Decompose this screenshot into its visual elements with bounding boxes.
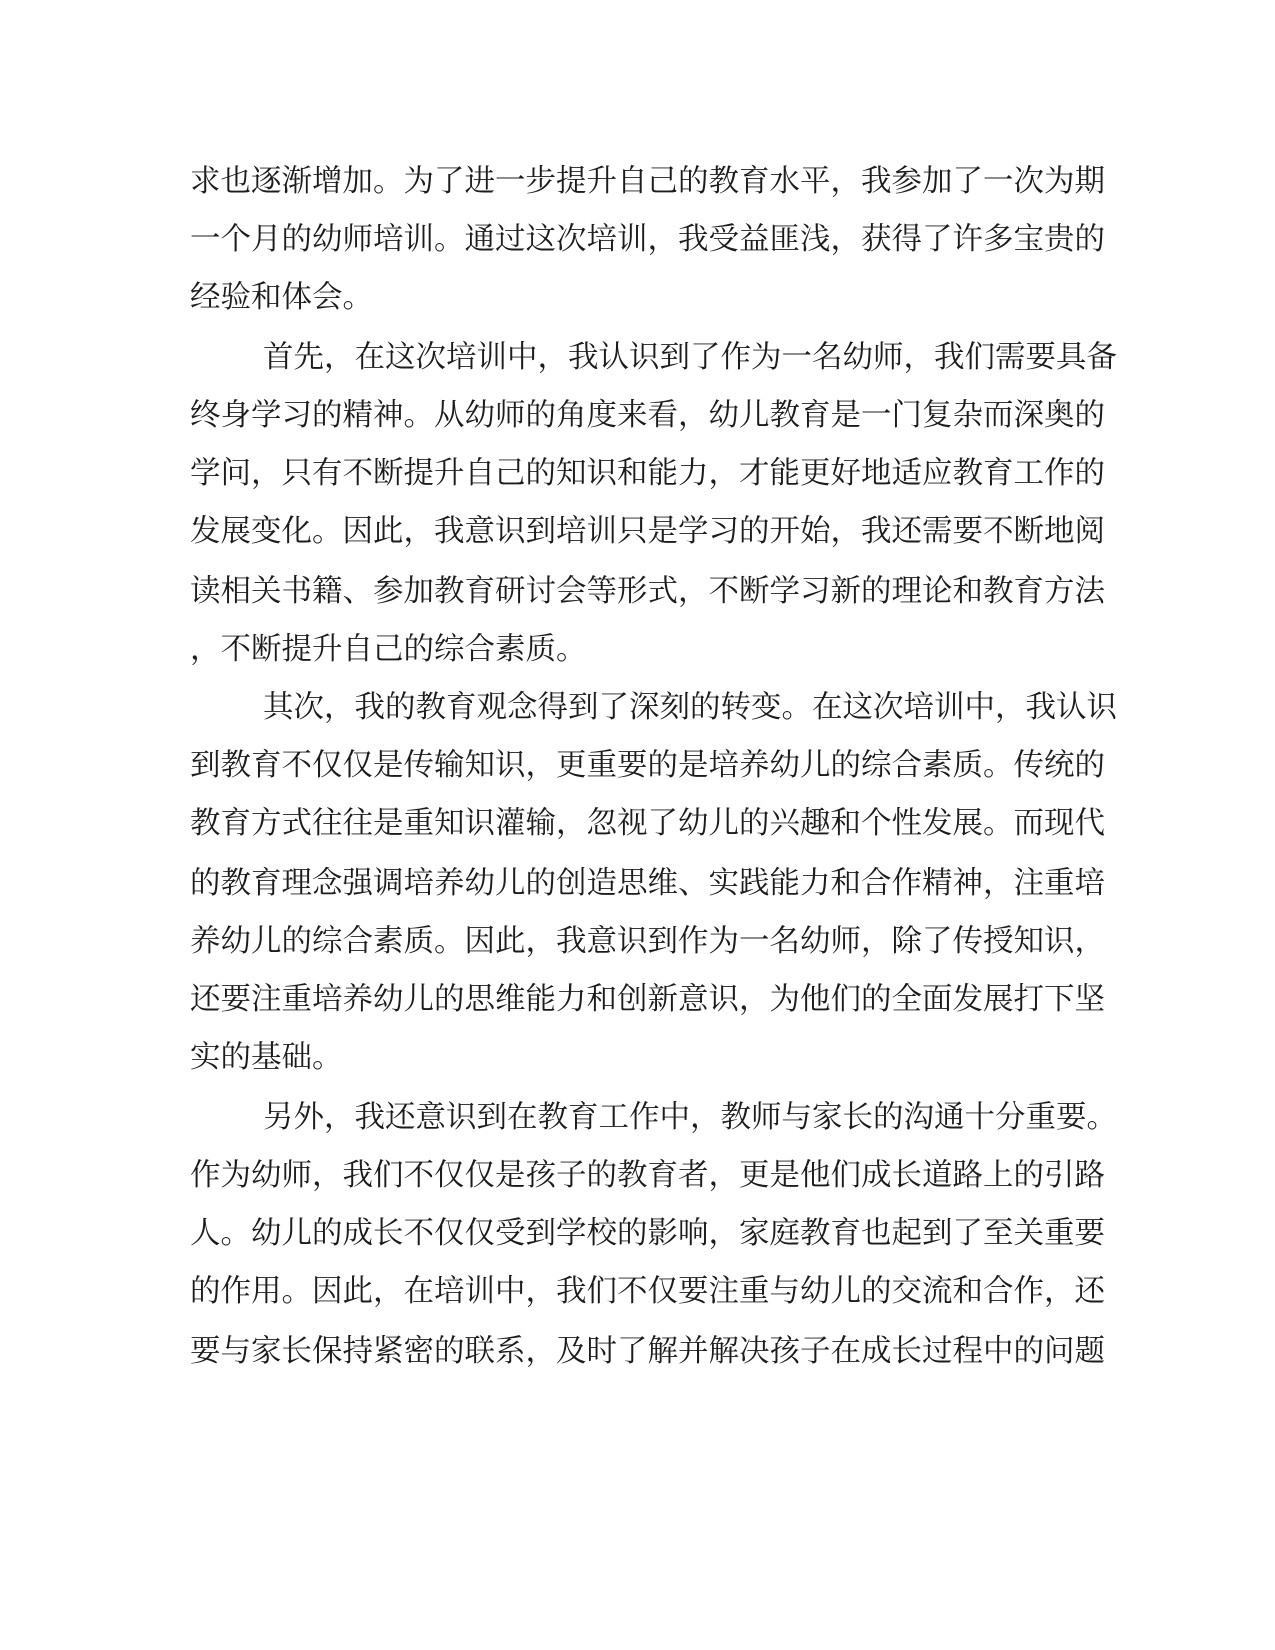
text-line: 养幼儿的综合素质。因此，我意识到作为一名幼师，除了传授知识， (190, 924, 1105, 959)
text-line: ，不断提升自己的综合素质。 (190, 632, 587, 667)
text-line: 作为幼师，我们不仅仅是孩子的教育者，更是他们成长道路上的引路 (190, 1158, 1105, 1193)
text-line: 学问，只有不断提升自己的知识和能力，才能更好地适应教育工作的 (190, 456, 1105, 491)
text-line: 经验和体会。 (190, 280, 373, 315)
text-line: 到教育不仅仅是传输知识，更重要的是培养幼儿的综合素质。传统的 (190, 748, 1105, 783)
text-line: 人。幼儿的成长不仅仅受到学校的影响，家庭教育也起到了至关重要 (190, 1216, 1105, 1251)
text-line: 求也逐渐增加。为了进一步提升自己的教育水平，我参加了一次为期 (190, 164, 1105, 199)
paragraph-first-line: 另外，我还意识到在教育工作中，教师与家长的沟通十分重要。 (263, 1100, 1117, 1135)
text-line: 读相关书籍、参加教育研讨会等形式，不断学习新的理论和教育方法 (190, 574, 1105, 609)
text-line: 实的基础。 (190, 1040, 343, 1075)
text-line: 终身学习的精神。从幼师的角度来看，幼儿教育是一门复杂而深奥的 (190, 398, 1105, 433)
text-line: 一个月的幼师培训。通过这次培训，我受益匪浅，获得了许多宝贵的 (190, 222, 1105, 257)
text-line: 的作用。因此，在培训中，我们不仅要注重与幼儿的交流和合作，还 (190, 1274, 1105, 1309)
text-line: 还要注重培养幼儿的思维能力和创新意识，为他们的全面发展打下坚 (190, 982, 1105, 1017)
text-line: 发展变化。因此，我意识到培训只是学习的开始，我还需要不断地阅 (190, 514, 1105, 549)
text-line: 教育方式往往是重知识灌输，忽视了幼儿的兴趣和个性发展。而现代 (190, 806, 1105, 841)
paragraph-first-line: 首先，在这次培训中，我认识到了作为一名幼师，我们需要具备 (263, 340, 1117, 375)
paragraph-first-line: 其次，我的教育观念得到了深刻的转变。在这次培训中，我认识 (263, 690, 1117, 725)
text-line: 要与家长保持紧密的联系，及时了解并解决孩子在成长过程中的问题 (190, 1334, 1105, 1369)
text-line: 的教育理念强调培养幼儿的创造思维、实践能力和合作精神，注重培 (190, 866, 1105, 901)
